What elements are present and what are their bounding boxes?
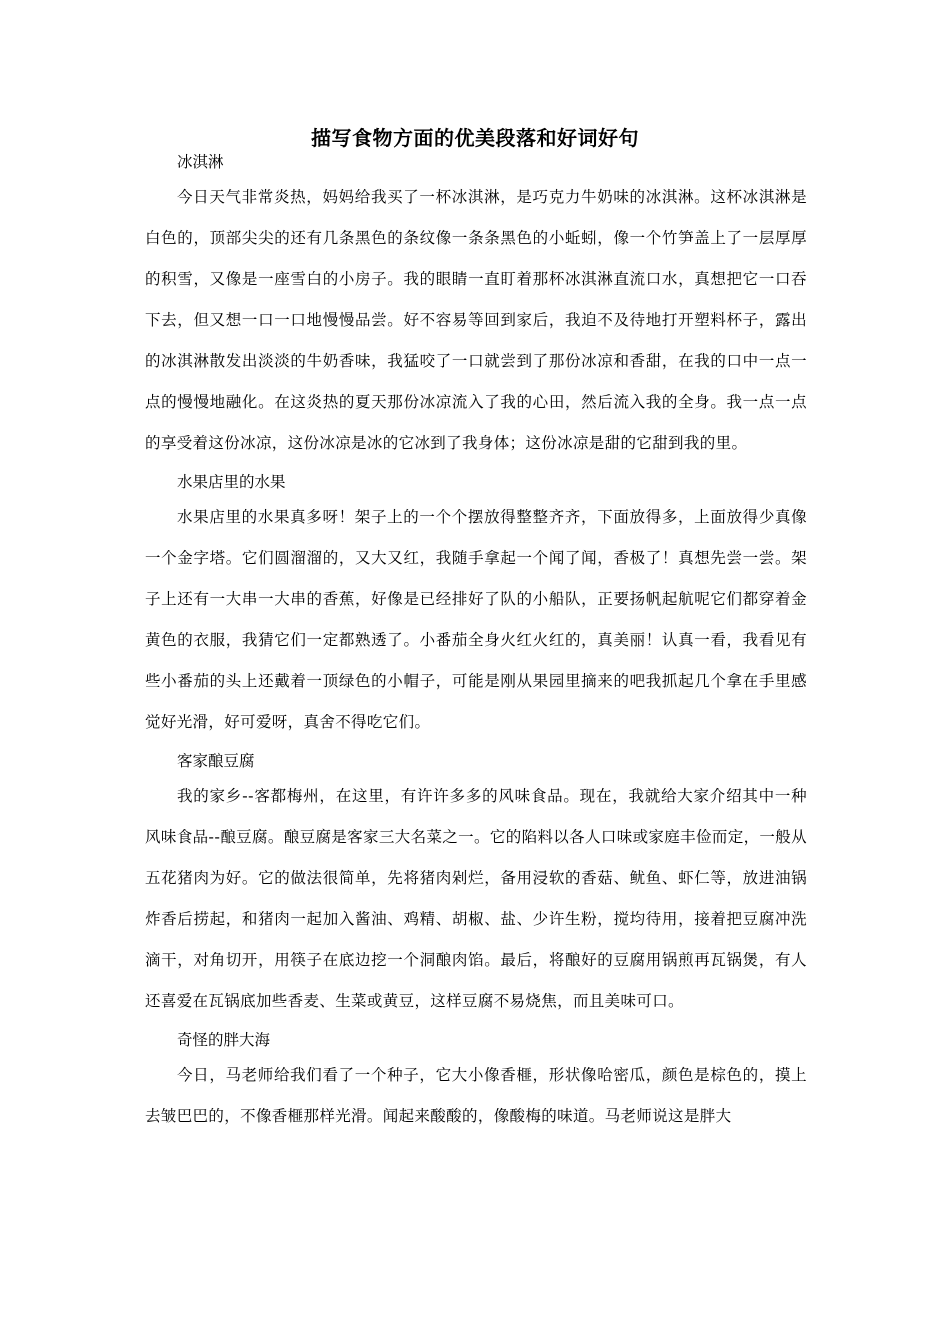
section-heading: 水果店里的水果	[177, 473, 286, 491]
section-paragraph: 今日，马老师给我们看了一个种子，它大小像香榧，形状像哈密瓜，颜色是棕色的，摸上去皱巴巴的，不像香榧那样光滑。闻起来酸酸的，像酸梅的味道。马老师说这是胖大	[145, 1066, 807, 1125]
document-title: 描写食物方面的优美段落和好词好句	[311, 126, 639, 150]
section-paragraph: 我的家乡--客都梅州，在这里，有许许多多的风味食品。现在，我就给大家介绍其中一种风味食品--酿豆腐。酿豆腐是客家三大名菜之一。它的陷料以各人口味或家庭丰俭而定，一般从五花猪肉为好。它的做法很简单，先将猪肉剁烂，备用浸软的香菇、鱿鱼、虾仁等，放进油锅炸香后捞起，和猪肉一起加入酱油、鸡精、胡椒、盐、少许生粉，搅均待用，接着把豆腐冲洗滴干，对角切开，用筷子在底边挖一个洞酿肉馅。最后，将酿好的豆腐用锅煎再瓦锅煲，有人还喜爱在瓦锅底加些香麦、生菜或黄豆，这样豆腐不易烧焦，而且美味可口。	[145, 787, 807, 1010]
section-paragraph: 水果店里的水果真多呀！架子上的一个个摆放得整整齐齐，下面放得多，上面放得少真像一个金字塔。它们圆溜溜的，又大又红，我随手拿起一个闻了闻，香极了！真想先尝一尝。架子上还有一大串一大串的香蕉，好像是已经排好了队的小船队，正要扬帆起航呢它们都穿着金黄色的衣服，我猜它们一定都熟透了。小番茄全身火红火红的，真美丽！认真一看，我看见有些小番茄的头上还戴着一顶绿色的小帽子，可能是刚从果园里摘来的吧我抓起几个拿在手里感觉好光滑，好可爱呀，真舍不得吃它们。	[145, 508, 807, 731]
section-heading: 客家酿豆腐	[177, 752, 255, 770]
section-paragraph: 今日天气非常炎热，妈妈给我买了一杯冰淇淋，是巧克力牛奶味的冰淇淋。这杯冰淇淋是白色的，顶部尖尖的还有几条黑色的条纹像一条条黑色的小蚯蚓，像一个竹笋盖上了一层厚厚的积雪，又像是一座雪白的小房子。我的眼睛一直盯着那杯冰淇淋直流口水，真想把它一口吞下去，但又想一口一口地慢慢品尝。好不容易等回到家后，我迫不及待地打开塑料杯子，露出的冰淇淋散发出淡淡的牛奶香味，我猛咬了一口就尝到了那份冰凉和香甜，在我的口中一点一点的慢慢地融化。在这炎热的夏天那份冰凉流入了我的心田，然后流入我的全身。我一点一点的享受着这份冰凉，这份冰凉是冰的它冰到了我身体；这份冰凉是甜的它甜到我的里。	[145, 188, 807, 452]
document-body	[145, 148, 807, 1137]
section-heading: 奇怪的胖大海	[177, 1031, 271, 1049]
section-ice-cream	[145, 148, 807, 464]
section-heading: 冰淇淋	[177, 153, 224, 171]
section-fruit-shop	[145, 468, 807, 743]
section-malva-nut	[145, 1026, 807, 1137]
section-stuffed-tofu	[145, 747, 807, 1022]
